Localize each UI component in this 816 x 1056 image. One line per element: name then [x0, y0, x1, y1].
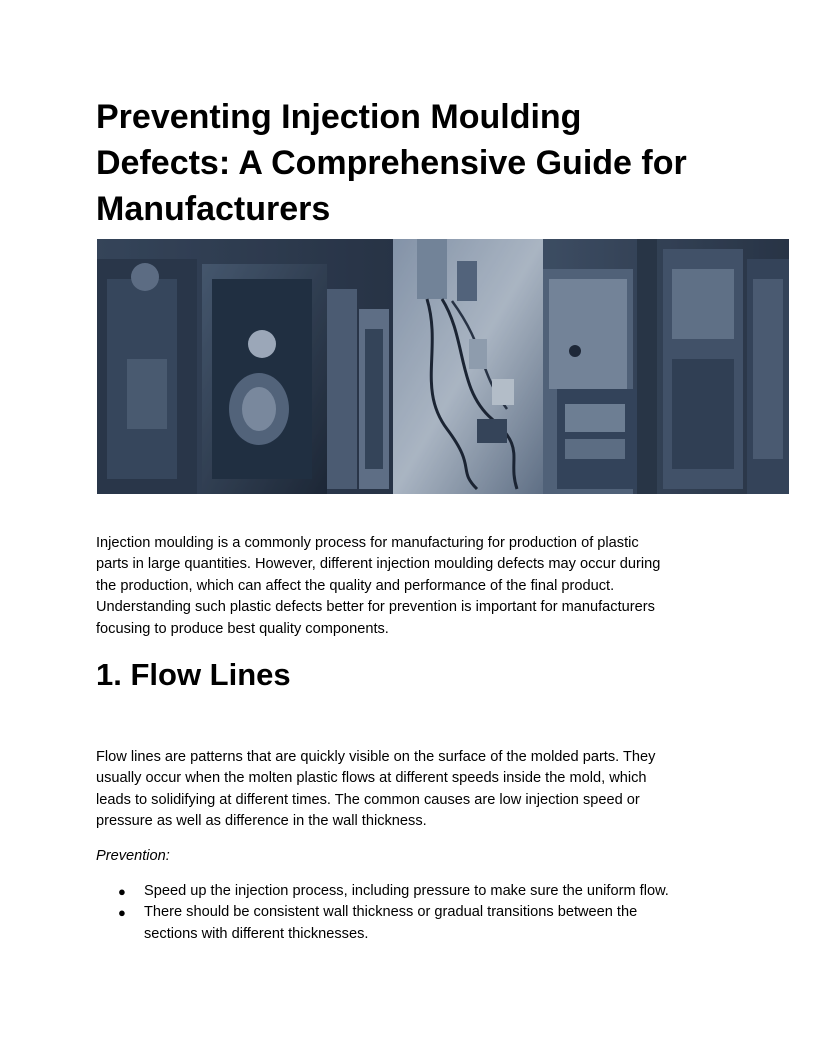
prevention-label: Prevention:: [96, 848, 170, 864]
intro-line: Injection moulding is a commonly process for manufacturing for production of plastic: [96, 535, 639, 551]
title-line: Manufacturers: [96, 190, 331, 228]
intro-line: focusing to produce best quality components.: [96, 620, 389, 637]
paragraph-line: usually occur when the molten plastic flows at different speeds inside the mold, which: [96, 770, 647, 787]
paragraph-line: leads to solidifying at different times. The common causes are low injection speed or: [96, 791, 640, 808]
paragraph-line: Flow lines are patterns that are quickly visible on the surface of the molded parts. They: [96, 749, 656, 765]
intro-paragraph: [96, 533, 736, 640]
list-item: [96, 902, 736, 945]
bullet-icon: ●: [118, 884, 126, 899]
intro-line: parts in large quantities. However, different injection moulding defects may occur during: [96, 556, 661, 573]
list-item: [96, 881, 736, 902]
section-heading-flow-lines: 1. Flow Lines: [96, 657, 291, 692]
intro-line: the production, which can affect the quality and performance of the final product.: [96, 577, 615, 594]
list-item-text: sections with different thicknesses.: [144, 925, 369, 942]
bullet-icon: ●: [118, 905, 126, 921]
hero-image: [97, 239, 789, 494]
list-item-text: Speed up the injection process, including pressure to make sure the uniform flow.: [144, 883, 669, 899]
prevention-list: [96, 881, 736, 945]
page-title: [96, 94, 736, 232]
flow-lines-paragraph: [96, 747, 736, 833]
title-line: Preventing Injection Moulding: [96, 98, 582, 136]
paragraph-line: pressure as well as difference in the wall thickness.: [96, 813, 427, 830]
injection-moulding-machine-photo-icon: [97, 239, 789, 494]
list-item-text: There should be consistent wall thickness or gradual transitions between the: [144, 904, 638, 921]
intro-line: Understanding such plastic defects better for prevention is important for manufacturers: [96, 599, 655, 616]
title-line: Defects: A Comprehensive Guide for: [96, 144, 687, 182]
